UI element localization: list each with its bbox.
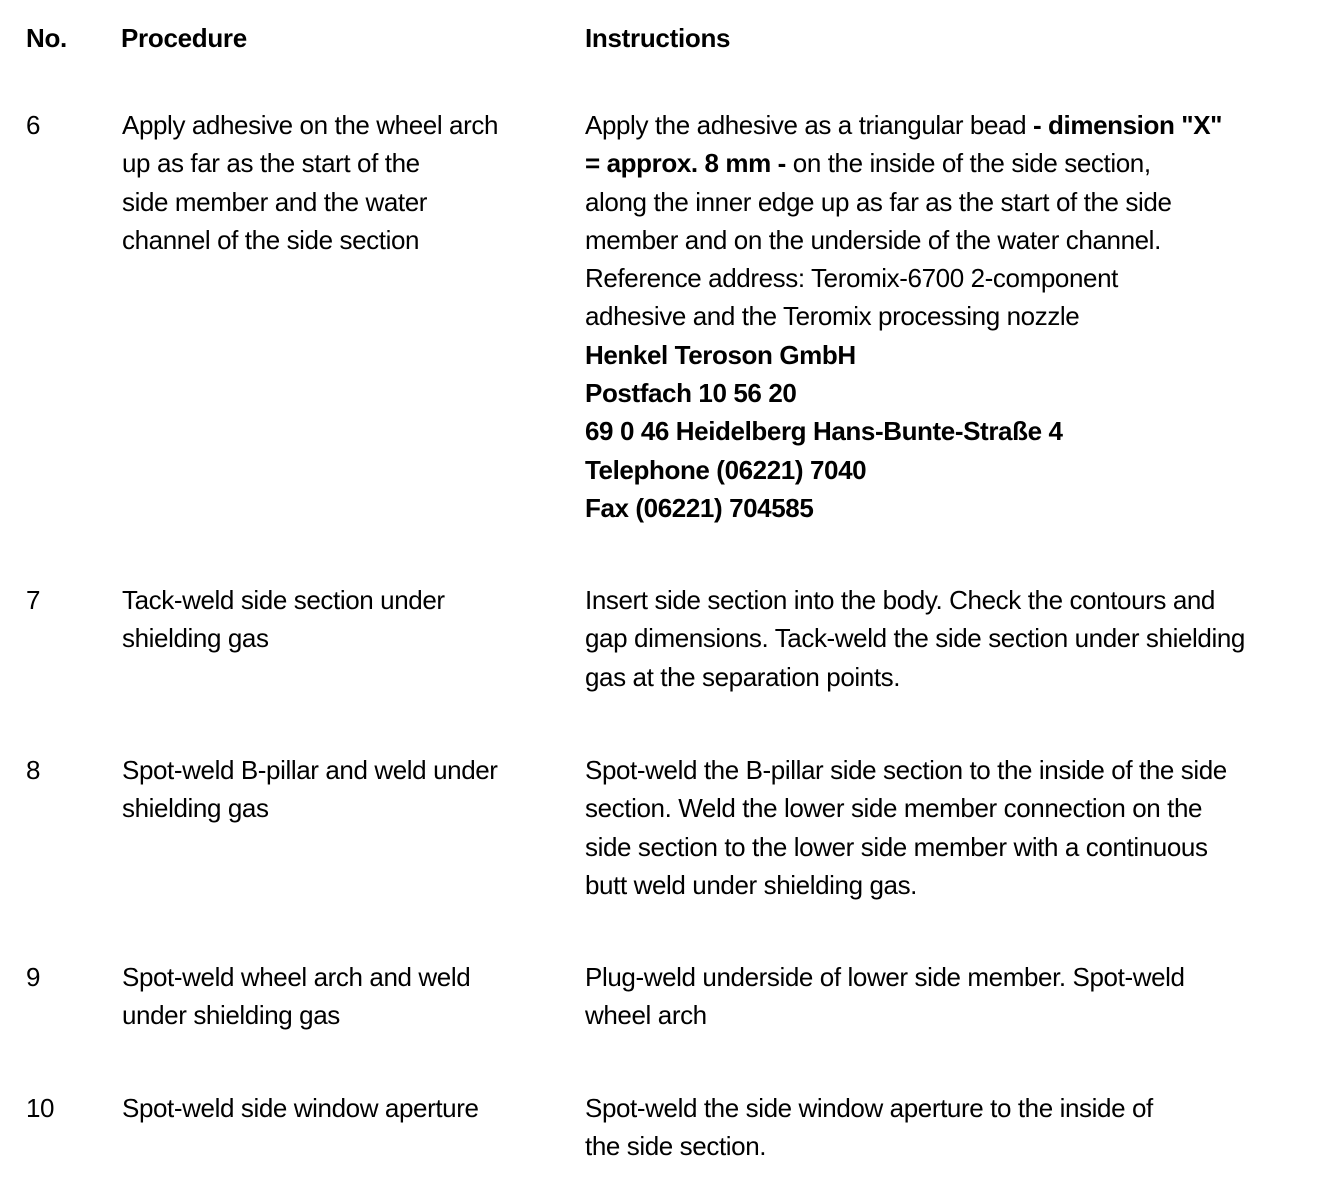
- instructions-cell: [585, 751, 1305, 904]
- address-postbox: Postfach 10 56 20: [585, 378, 797, 409]
- procedure-line: Apply adhesive on the wheel arch: [122, 110, 499, 140]
- procedure-line: up as far as the start of the: [122, 148, 420, 179]
- column-header-no: No.: [26, 23, 67, 53]
- instructions-cell: [585, 106, 1305, 527]
- instruction-line: along the inner edge up as far as the start of the side: [585, 186, 1172, 217]
- instruction-line: Reference address: Teromix-6700 2-component: [585, 263, 1118, 294]
- instruction-line: Insert side section into the body. Check the contours and: [585, 585, 1215, 615]
- instruction-line: side section to the lower side member with a continuous: [585, 831, 1208, 862]
- procedure-line: under shielding gas: [122, 1000, 340, 1031]
- procedure-line: Spot-weld wheel arch and weld: [122, 962, 471, 992]
- address-telephone: Telephone (06221) 7040: [585, 454, 867, 485]
- procedure-line: Spot-weld side window aperture: [122, 1093, 479, 1123]
- procedure-line: channel of the side section: [122, 224, 420, 255]
- instruction-line: section. Weld the lower side member connection on the: [585, 793, 1203, 824]
- instruction-text: on the inside of the side section,: [785, 148, 1151, 179]
- procedure-line: shielding gas: [122, 793, 269, 824]
- instruction-text: Apply the adhesive as a triangular bead: [585, 110, 1027, 140]
- instruction-line: Spot-weld the side window aperture to the inside of: [585, 1093, 1153, 1123]
- instruction-line: gap dimensions. Tack-weld the side section under shielding: [585, 623, 1245, 654]
- procedure-cell: [122, 958, 562, 1035]
- instruction-line: the side section.: [585, 1131, 767, 1162]
- procedure-line: Tack-weld side section under: [122, 585, 445, 615]
- column-header-procedure: Procedure: [121, 23, 247, 53]
- address-fax: Fax (06221) 704585: [585, 492, 814, 523]
- instructions-cell: [585, 581, 1305, 696]
- procedure-line: side member and the water: [122, 186, 428, 217]
- instruction-line: wheel arch: [585, 1000, 707, 1031]
- step-number: 7: [26, 585, 41, 615]
- instruction-line: Plug-weld underside of lower side member. Spot-weld: [585, 962, 1185, 992]
- procedure-cell: [122, 106, 562, 259]
- procedure-cell: [122, 751, 562, 828]
- step-number: 10: [26, 1093, 55, 1123]
- step-number: 6: [26, 110, 41, 140]
- procedure-cell: [122, 581, 562, 658]
- dimension-x-text: - dimension "X": [1026, 110, 1223, 140]
- approx-8mm-text: = approx. 8 mm -: [585, 148, 786, 179]
- column-header-instructions: Instructions: [585, 23, 731, 53]
- instructions-cell: [585, 958, 1305, 1035]
- instruction-line: adhesive and the Teromix processing nozzle: [585, 301, 1080, 332]
- procedure-line: Spot-weld B-pillar and weld under: [122, 755, 498, 785]
- procedure-cell: [122, 1089, 562, 1127]
- address-street: 69 0 46 Heidelberg Hans-Bunte-Straße 4: [585, 416, 1063, 447]
- address-company: Henkel Teroson GmbH: [585, 339, 856, 370]
- instruction-line: butt weld under shielding gas.: [585, 869, 918, 900]
- procedure-line: shielding gas: [122, 623, 269, 654]
- step-number: 8: [26, 755, 41, 785]
- instruction-line: gas at the separation points.: [585, 661, 901, 692]
- step-number: 9: [26, 962, 41, 992]
- instructions-cell: [585, 1089, 1305, 1166]
- instruction-line: Spot-weld the B-pillar side section to the inside of the side: [585, 755, 1227, 785]
- instruction-line: member and on the underside of the water channel.: [585, 224, 1161, 255]
- instruction-line: [585, 106, 1305, 144]
- instruction-line: [585, 144, 1305, 182]
